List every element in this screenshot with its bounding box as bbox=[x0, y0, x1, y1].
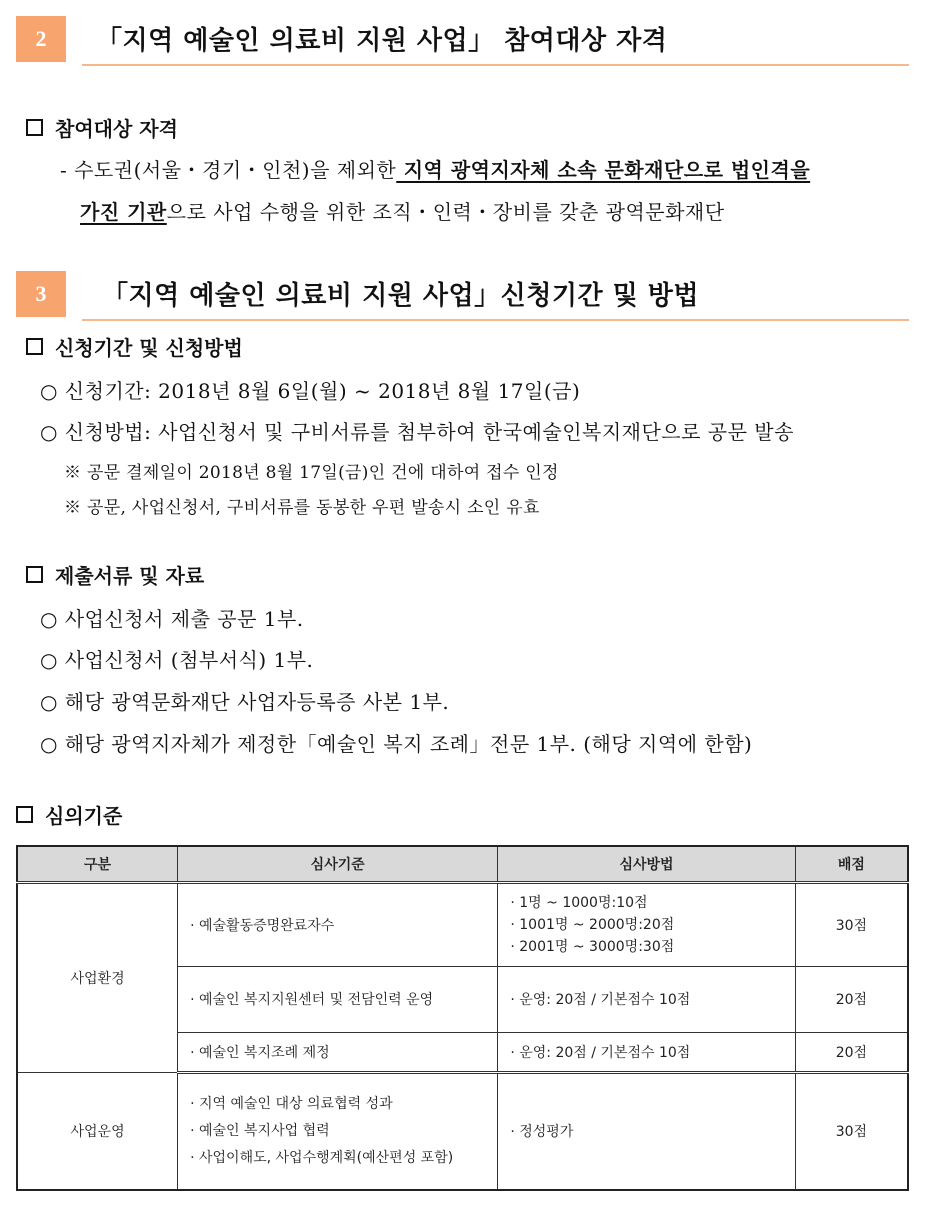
checkbox-square-icon bbox=[26, 338, 43, 355]
section-divider bbox=[82, 64, 909, 66]
criteria-heading bbox=[16, 800, 122, 829]
eligibility-line-1 bbox=[60, 154, 810, 183]
criterion-cell: · 예술인 복지지원센터 및 전담인력 운영 bbox=[178, 966, 498, 1032]
eligibility-text: - 수도권(서울・경기・인천)을 제외한 bbox=[60, 158, 397, 182]
document-item: ○ 사업신청서 (첨부서식) 1부. bbox=[40, 648, 314, 672]
method-cell bbox=[498, 882, 795, 966]
method-line: · 2001명 ~ 3000명:30점 bbox=[510, 938, 675, 955]
document-item: ○ 사업신청서 제출 공문 1부. bbox=[40, 607, 304, 631]
method-line: · 1001명 ~ 2000명:20점 bbox=[510, 916, 675, 933]
table-header-row bbox=[17, 846, 908, 882]
checkbox-square-icon bbox=[16, 806, 33, 823]
application-method: ○ 신청방법: 사업신청서 및 구비서류를 첨부하여 한국예술인복지재단으로 공문 발송 bbox=[40, 420, 794, 444]
section-divider bbox=[82, 319, 909, 321]
score-cell: 30점 bbox=[795, 1072, 908, 1190]
table-row bbox=[17, 1072, 908, 1190]
eligibility-text: 으로 사업 수행을 위한 조직・인력・장비를 갖춘 광역문화재단 bbox=[166, 200, 725, 224]
method-cell: · 정성평가 bbox=[498, 1072, 795, 1190]
category-cell: 사업운영 bbox=[17, 1072, 178, 1190]
category-cell: 사업환경 bbox=[17, 882, 178, 1072]
criterion-line: · 예술인 복지사업 협력 bbox=[190, 1122, 330, 1139]
section-title: 「지역 예술인 의료비 지원 사업」 참여대상 자격 bbox=[96, 26, 668, 56]
method-line: · 1명 ~ 1000명:10점 bbox=[510, 894, 648, 911]
section-number-badge: 3 bbox=[16, 271, 66, 317]
eligibility-emphasis: 가진 기관 bbox=[80, 200, 167, 224]
application-note-2: ※ 공문, 사업신청서, 구비서류를 동봉한 우편 발송시 소인 유효 bbox=[64, 498, 540, 518]
header-method: 심사방법 bbox=[498, 846, 795, 882]
checkbox-square-icon bbox=[26, 119, 43, 136]
heading-text: 제출서류 및 자료 bbox=[55, 564, 205, 588]
document-item: ○ 해당 광역지자체가 제정한「예술인 복지 조례」전문 1부. (해당 지역에 한함) bbox=[40, 732, 753, 756]
criteria-table bbox=[16, 845, 909, 1191]
criterion-line: · 사업이해도, 사업수행계획(예산편성 포함) bbox=[190, 1149, 454, 1166]
application-period: ○ 신청기간: 2018년 8월 6일(월) ~ 2018년 8월 17일(금) bbox=[40, 379, 581, 403]
eligibility-emphasis: 지역 광역지자체 소속 문화재단으로 법인격을 bbox=[396, 158, 811, 182]
checkbox-square-icon bbox=[26, 566, 43, 583]
documents-heading bbox=[26, 560, 204, 589]
table-row bbox=[17, 882, 908, 966]
eligibility-line-2 bbox=[80, 196, 725, 225]
document-item: ○ 해당 광역문화재단 사업자등록증 사본 1부. bbox=[40, 690, 450, 714]
header-criterion: 심사기준 bbox=[178, 846, 498, 882]
score-cell: 20점 bbox=[795, 1032, 908, 1072]
heading-text: 참여대상 자격 bbox=[55, 117, 178, 141]
criterion-cell bbox=[178, 1072, 498, 1190]
eligibility-heading bbox=[26, 113, 178, 142]
criterion-cell: · 예술활동증명완료자수 bbox=[178, 882, 498, 966]
section-title: 「지역 예술인 의료비 지원 사업」신청기간 및 방법 bbox=[102, 281, 700, 311]
header-category: 구분 bbox=[17, 846, 178, 882]
section-2-header bbox=[16, 16, 909, 66]
score-cell: 30점 bbox=[795, 882, 908, 966]
criterion-cell: · 예술인 복지조례 제정 bbox=[178, 1032, 498, 1072]
section-3-header bbox=[16, 271, 909, 321]
section-number-badge: 2 bbox=[16, 16, 66, 62]
heading-text: 신청기간 및 신청방법 bbox=[55, 336, 243, 360]
method-cell: · 운영: 20점 / 기본점수 10점 bbox=[498, 1032, 795, 1072]
heading-text: 심의기준 bbox=[45, 804, 123, 828]
score-cell: 20점 bbox=[795, 966, 908, 1032]
application-note-1: ※ 공문 결제일이 2018년 8월 17일(금)인 건에 대하여 접수 인정 bbox=[64, 463, 559, 483]
criterion-line: · 지역 예술인 대상 의료협력 성과 bbox=[190, 1095, 393, 1112]
method-cell: · 운영: 20점 / 기본점수 10점 bbox=[498, 966, 795, 1032]
application-heading bbox=[26, 332, 243, 361]
header-score: 배점 bbox=[795, 846, 908, 882]
